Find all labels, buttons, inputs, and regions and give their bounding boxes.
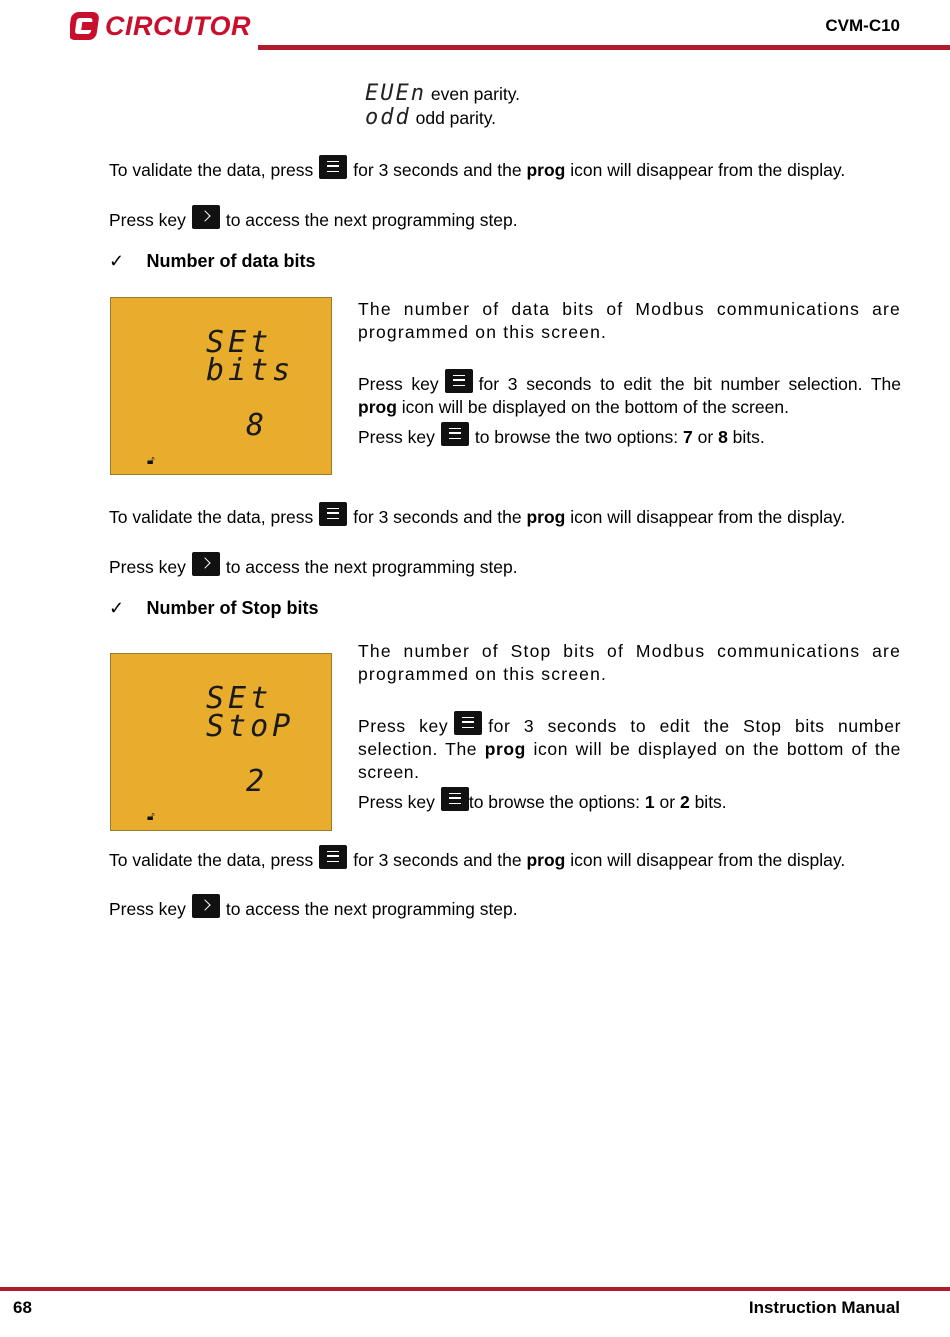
validate-text-a: To validate the data, press: [109, 507, 314, 527]
menu-key-icon: [319, 845, 347, 869]
desc-para-3: [358, 787, 901, 814]
next-step-instruction: [109, 894, 518, 921]
desc-para-2: [358, 369, 901, 419]
checkmark-icon: ✓: [109, 598, 125, 618]
text: to browse the two options:: [474, 427, 679, 447]
text: Press key: [358, 792, 435, 812]
validate-text-a: To validate the data, press: [109, 850, 314, 870]
circutor-logo: [70, 10, 251, 42]
section-title: Number of Stop bits: [146, 598, 319, 618]
prog-label: prog: [526, 850, 566, 870]
next-step-instruction: [109, 552, 518, 579]
desc-para-2: [358, 711, 901, 784]
stop-bits-description: [358, 640, 901, 814]
next-text-a: Press key: [109, 899, 186, 919]
desc-para-1: The number of Stop bits of Modbus communications are programmed on this screen.: [358, 641, 901, 684]
parity-odd-line: [365, 106, 496, 130]
text: Press key: [358, 716, 449, 736]
menu-key-icon: [445, 369, 473, 393]
option-value: 7: [683, 427, 693, 447]
text: for 3 seconds to edit the bit number selection. The: [478, 374, 902, 394]
prog-label: prog: [484, 739, 526, 759]
option-value: 1: [644, 792, 655, 812]
text: Press key: [358, 427, 435, 447]
validate-instruction: [109, 845, 845, 872]
menu-key-icon: [441, 422, 469, 446]
model-name: CVM-C10: [825, 16, 900, 35]
menu-key-icon: [454, 711, 482, 735]
text: bits.: [732, 427, 765, 447]
menu-key-icon: [441, 787, 469, 811]
next-text-a: Press key: [109, 557, 186, 577]
menu-key-icon: [319, 155, 347, 179]
data-bits-description: [358, 298, 901, 449]
prog-label: prog: [358, 397, 397, 417]
option-value: 2: [679, 792, 690, 812]
next-text-b: to access the next programming step.: [225, 557, 518, 577]
next-step-instruction: [109, 205, 518, 232]
validate-text-b: for 3 seconds and the: [353, 850, 522, 870]
prog-label: prog: [526, 507, 566, 527]
section-heading-stop-bits: [109, 598, 319, 619]
text: for 3 seconds to edit the Stop bits number selection. The: [358, 716, 901, 759]
brand-name: CIRCUTOR: [105, 10, 252, 41]
validate-instruction: [109, 502, 845, 529]
text: or: [697, 427, 714, 447]
lcd-value: 2: [246, 764, 269, 799]
lcd-word-odd: odd: [365, 105, 411, 130]
text: to browse the options:: [468, 792, 641, 812]
parity-even-line: [365, 82, 520, 106]
section-title: Number of data bits: [146, 251, 316, 271]
lock-icon: 🔓︎: [147, 453, 155, 467]
validate-text-c: icon will disappear from the display.: [570, 850, 846, 870]
validate-text-c: icon will disappear from the display.: [570, 160, 846, 180]
text: or: [659, 792, 676, 812]
lock-icon: 🔓︎: [147, 809, 155, 823]
lcd-word-even: EUEn: [365, 81, 426, 106]
page-number: 68: [13, 1298, 32, 1317]
header-rule: [258, 45, 950, 50]
validate-text-b: for 3 seconds and the: [353, 160, 522, 180]
parity-even-text: even parity.: [430, 84, 521, 104]
text: icon will be displayed on the bottom of the screen.: [401, 397, 789, 417]
next-key-icon: [192, 894, 220, 918]
menu-key-icon: [319, 502, 347, 526]
desc-para-1: The number of data bits of Modbus communications are programmed on this screen.: [358, 299, 901, 342]
footer-rule: [0, 1287, 950, 1291]
validate-text-b: for 3 seconds and the: [353, 507, 522, 527]
next-text-b: to access the next programming step.: [225, 210, 518, 230]
parity-odd-text: odd parity.: [415, 108, 497, 128]
validate-instruction: [109, 155, 845, 182]
desc-para-3: [358, 422, 901, 449]
prog-label: prog: [526, 160, 566, 180]
validate-text-c: icon will disappear from the display.: [570, 507, 846, 527]
text: Press key: [358, 374, 439, 394]
validate-text-a: To validate the data, press: [109, 160, 314, 180]
next-text-a: Press key: [109, 210, 186, 230]
lcd-display-data-bits: [110, 297, 332, 475]
text: icon will be displayed on the bottom of the screen.: [358, 739, 901, 782]
text: bits.: [694, 792, 727, 812]
checkmark-icon: ✓: [109, 251, 125, 271]
lcd-value: 8: [246, 408, 269, 443]
option-value: 8: [718, 427, 728, 447]
lcd-line-1: SEt: [206, 681, 273, 716]
section-heading-data-bits: [109, 251, 316, 272]
lcd-display-stop-bits: [110, 653, 332, 831]
lcd-line-1: SEt: [206, 325, 273, 360]
next-key-icon: [192, 205, 220, 229]
next-text-b: to access the next programming step.: [225, 899, 518, 919]
next-key-icon: [192, 552, 220, 576]
lcd-line-2: bits: [206, 353, 295, 388]
footer-title: Instruction Manual: [748, 1298, 900, 1317]
lcd-line-2: StoP: [206, 709, 295, 744]
circutor-logo-icon: [70, 10, 102, 42]
